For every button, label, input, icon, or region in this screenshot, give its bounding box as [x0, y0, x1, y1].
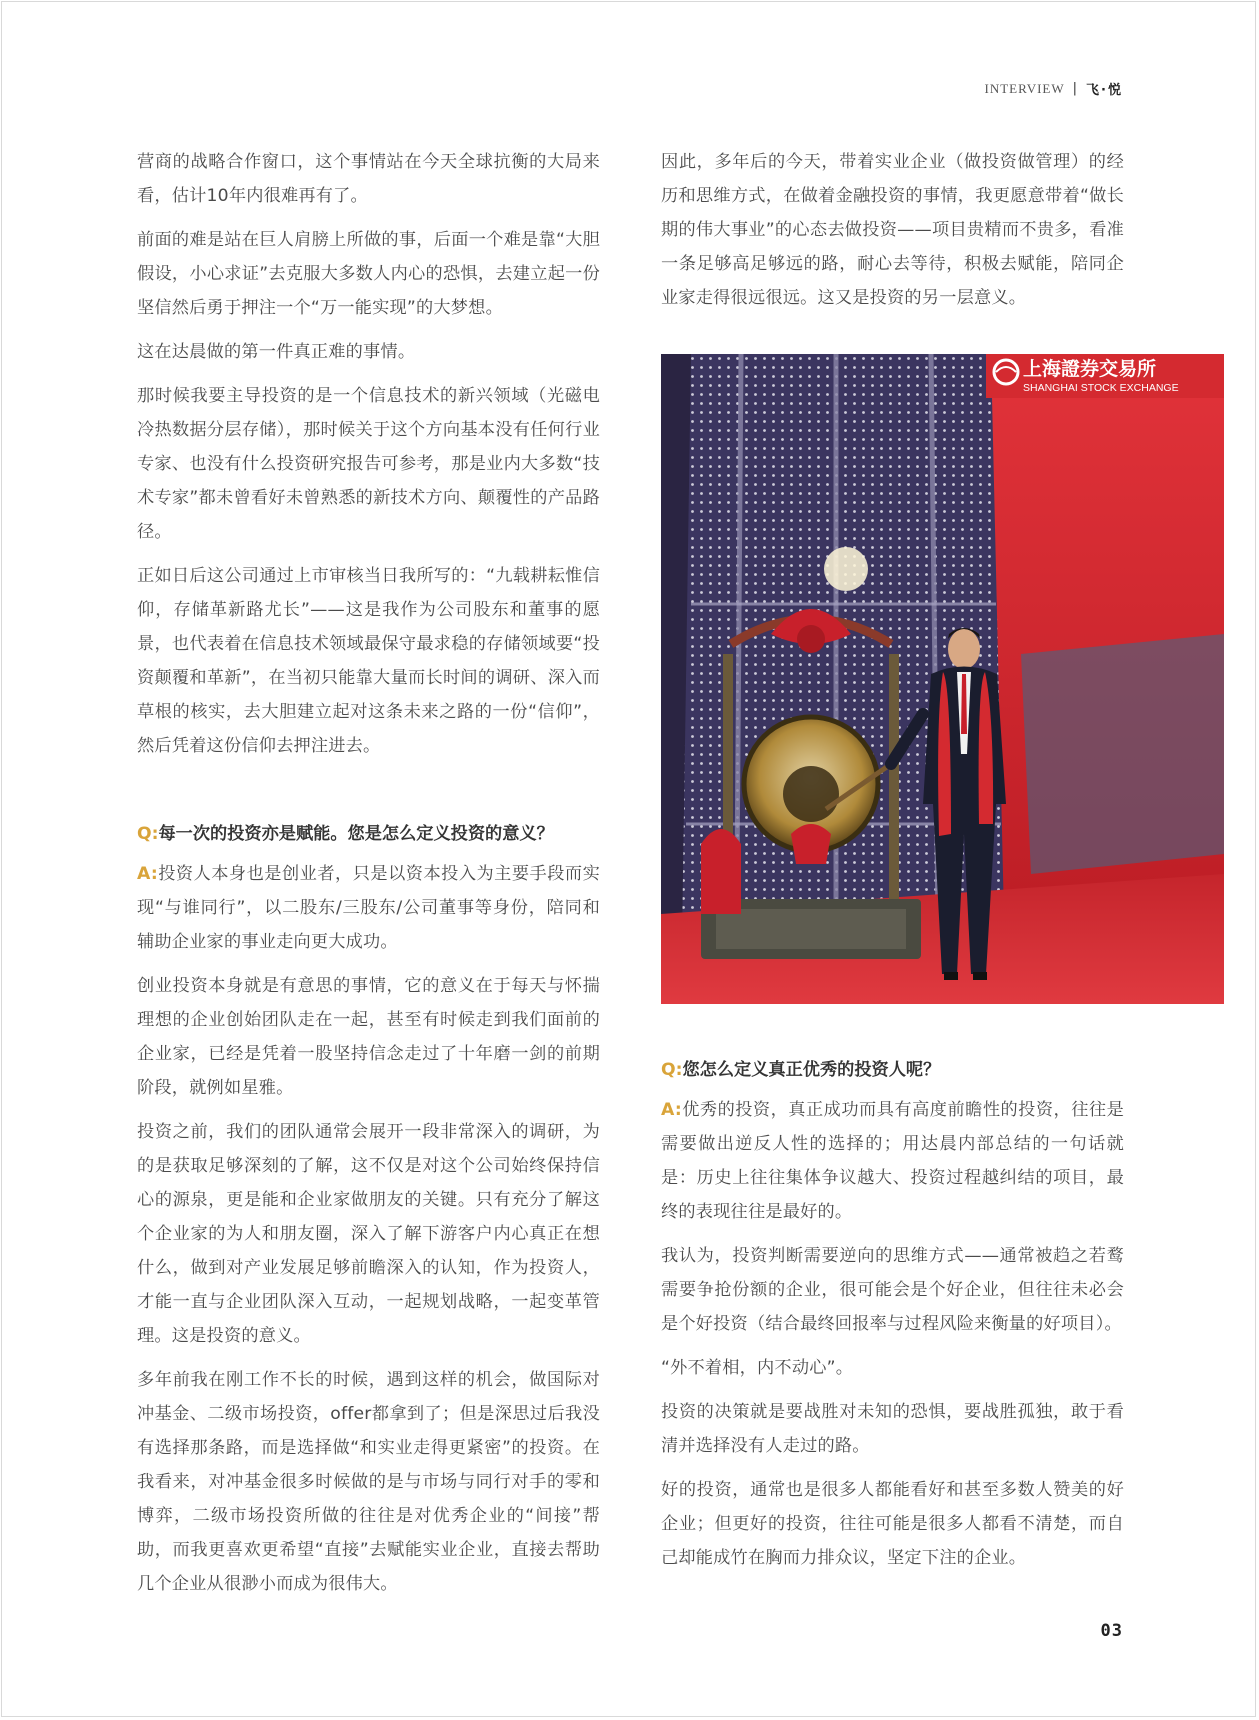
question — [661, 1053, 1124, 1087]
question-text: 每一次的投资亦是赋能。您是怎么定义投资的意义？ — [158, 824, 554, 844]
paragraph: 投资之前，我们的团队通常会展开一段非常深入的调研，为的是获取足够深刻的了解，这不仅是对这个公司始终保持信心的源泉，更是能和企业家做朋友的关键。只有充分了解这个企业家的为人和朋友圈，深入了解下游客户内心真正在想什么，做到对产业发展足够前瞻深入的认知，作为投资人，才能一直与企业团队深入互动，一起规划战略，一起变革管理。这是投资的意义。 — [137, 1122, 600, 1346]
photo-illustration — [661, 354, 1224, 1004]
section-label: INTERVIEW — [984, 80, 1065, 96]
question-marker: Q: — [137, 824, 159, 844]
answer-marker: A: — [661, 1100, 682, 1120]
answer — [137, 857, 600, 959]
glass-panel — [1021, 634, 1224, 874]
paragraph: “外不着相，内不动心”。 — [661, 1358, 854, 1378]
answer-text: 投资人本身也是创业者，只是以资本投入为主要手段而实现“与谁同行”，以二股东/三股东/公司董事等身份，陪同和辅助企业家的事业走向更大成功。 — [137, 864, 600, 952]
question-marker: Q: — [661, 1060, 683, 1080]
header-separator: | — [1072, 81, 1079, 96]
page-number: 03 — [1100, 1621, 1123, 1641]
page-header — [984, 79, 1123, 98]
answer-marker: A: — [137, 864, 158, 884]
brand-label: 飞·悦 — [1086, 83, 1123, 98]
paragraph: 营商的战略合作窗口，这个事情站在今天全球抗衡的大局来看，估计10年内很难再有了。 — [137, 152, 600, 206]
paragraph: 那时候我要主导投资的是一个信息技术的新兴领域（光磁电冷热数据分层存储），那时候关于这个方向基本没有任何行业专家、也没有什么投资研究报告可参考，那是业内大多数“技术专家”都未曾看好未曾熟悉的新技术方向、颠覆性的产品路径。 — [137, 386, 600, 542]
paragraph: 这在达晨做的第一件真正难的事情。 — [137, 342, 416, 362]
answer-text: 优秀的投资，真正成功而具有高度前瞻性的投资，往往是需要做出逆反人性的选择的；用达晨内部总结的一句话就是：历史上往往集体争议越大、投资过程越纠结的项目，最终的表现往往是最好的。 — [661, 1100, 1124, 1222]
question — [137, 817, 600, 851]
sign-english: SHANGHAI STOCK EXCHANGE — [1023, 382, 1179, 394]
paragraph: 正如日后这公司通过上市审核当日我所写的：“九载耕耘惟信仰，存储革新路尤长”——这是我作为公司股东和董事的愿景，也代表着在信息技术领域最保守最求稳的存储领域要“投资颠覆和革新”，在当初只能靠大量而长时间的调研、深入而草根的核实，去大胆建立起对这条未来之路的一份“信仰”，然后凭着这份信仰去押注进去。 — [137, 566, 600, 756]
paragraph: 前面的难是站在巨人肩膀上所做的事，后面一个难是靠“大胆假设，小心求证”去克服大多数人内心的恐惧，去建立起一份坚信然后勇于押注一个“万一能实现”的大梦想。 — [137, 230, 600, 318]
paragraph: 多年前我在刚工作不长的时候，遇到这样的机会，做国际对冲基金、二级市场投资，offer都拿到了；但是深思过后我没有选择那条路，而是选择做“和实业走得更紧密”的投资。在我看来，对冲基金很多时候做的是与市场与同行对手的零和博弈，二级市场投资所做的往往是对优秀企业的“间接”帮助，而我更喜欢更希望“直接”去赋能实业企业，直接去帮助几个企业从很渺小而成为很伟大。 — [137, 1370, 600, 1594]
paragraph: 因此，多年后的今天，带着实业企业（做投资做管理）的经历和思维方式，在做着金融投资的事情，我更愿意带着“做长期的伟大事业”的心态去做投资——项目贵精而不贵多，看准一条足够高足够远的路，耐心去等待，积极去赋能，陪同企业家走得很远很远。这又是投资的另一层意义。 — [661, 152, 1124, 308]
ceiling-light — [824, 547, 868, 591]
left-column — [137, 145, 600, 1611]
gong-ceremony-photo — [661, 354, 1224, 1004]
paragraph: 创业投资本身就是有意思的事情，它的意义在于每天与怀揣理想的企业创始团队走在一起，甚至有时候走到我们面前的企业家，已经是凭着一股坚持信念走过了十年磨一剑的前期阶段，就例如星雅。 — [137, 976, 600, 1098]
sign-chinese: 上海證券交易所 — [1023, 358, 1157, 380]
paragraph: 好的投资，通常也是很多人都能看好和甚至多数人赞美的好企业；但更好的投资，往往可能是很多人都看不清楚，而自己却能成竹在胸而力排众议，坚定下注的企业。 — [661, 1480, 1124, 1568]
paragraph: 投资的决策就是要战胜对未知的恐惧，要战胜孤独，敢于看清并选择没有人走过的路。 — [661, 1402, 1124, 1456]
answer — [661, 1093, 1124, 1229]
paragraph: 我认为，投资判断需要逆向的思维方式——通常被趋之若鹜需要争抢份额的企业，很可能会是个好企业，但往往未必会是个好投资（结合最终回报率与过程风险来衡量的好项目）。 — [661, 1246, 1124, 1334]
right-column — [661, 145, 1179, 1585]
question-text: 您怎么定义真正优秀的投资人呢？ — [682, 1060, 941, 1080]
